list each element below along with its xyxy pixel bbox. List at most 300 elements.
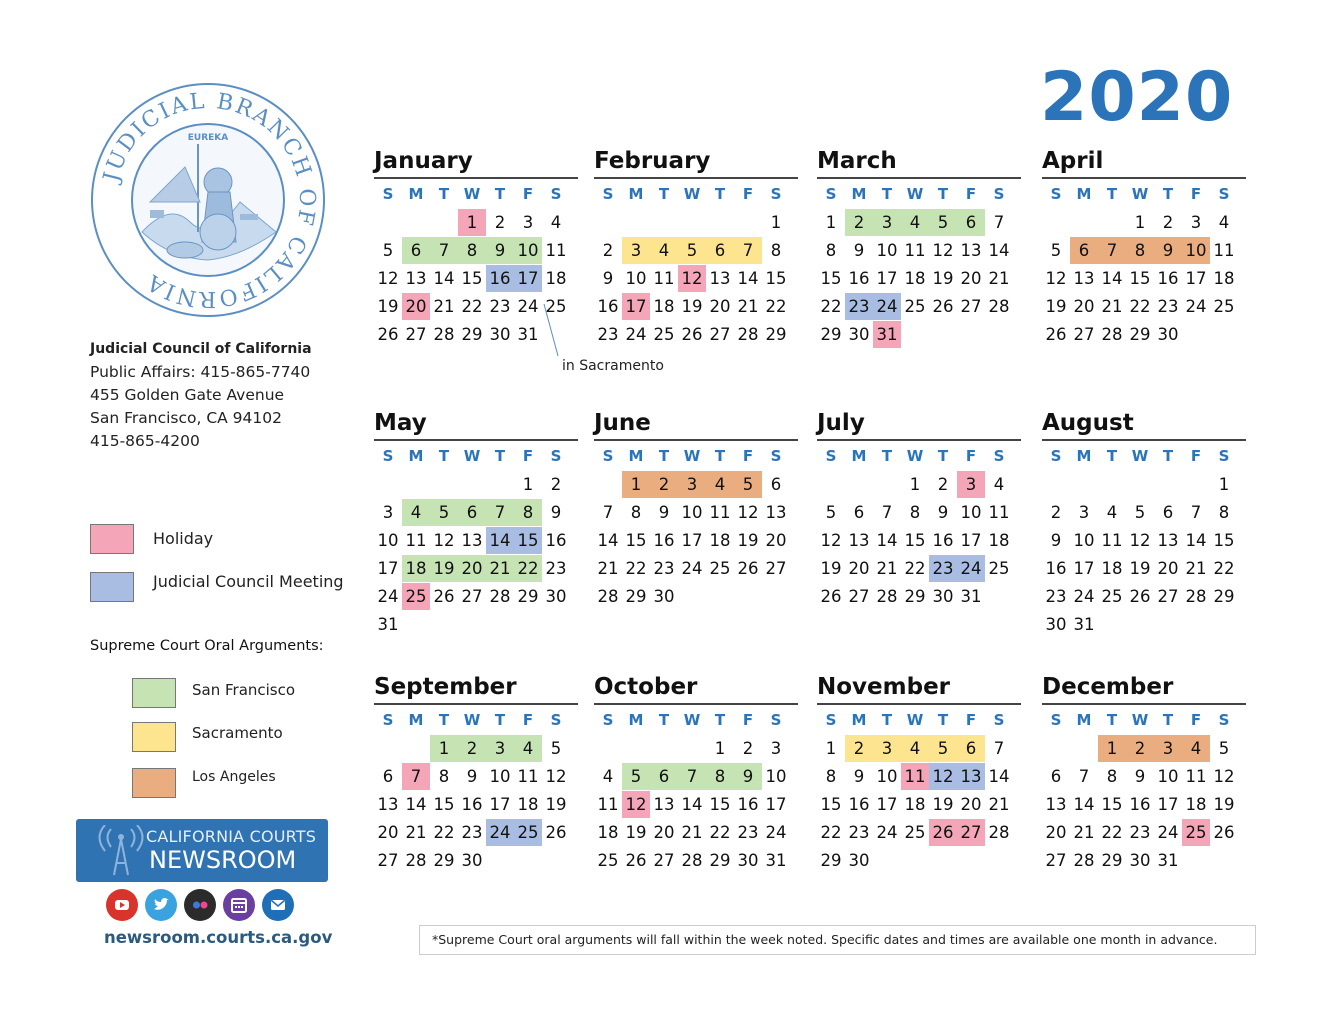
day-cell: 9 (494, 241, 506, 260)
legend-la-label: Los Angeles (192, 769, 276, 785)
day-cell: 30 (545, 587, 567, 606)
month-name: October (594, 674, 698, 700)
day-cell: 13 (709, 269, 731, 288)
day-cell: 12 (737, 503, 759, 522)
day-cell: 4 (993, 475, 1005, 494)
weekday-label: S (1218, 185, 1230, 203)
day-cell: 11 (517, 767, 539, 786)
day-cell: 25 (545, 297, 567, 316)
month-rule (817, 177, 1021, 179)
weekday-label: T (881, 185, 893, 203)
sacramento-callout-line (540, 300, 570, 360)
day-cell: 18 (653, 297, 675, 316)
day-cell: 16 (1157, 269, 1179, 288)
day-cell: 6 (965, 213, 977, 232)
day-cell: 21 (988, 795, 1010, 814)
day-cell: 10 (960, 503, 982, 522)
weekday-label: M (851, 447, 867, 465)
month-rule (374, 439, 578, 441)
day-cell: 18 (597, 823, 619, 842)
twitter-icon[interactable] (145, 889, 177, 921)
day-cell: 1 (1134, 213, 1146, 232)
weekday-label: W (906, 711, 924, 729)
day-cell: 8 (466, 241, 478, 260)
day-cell: 28 (433, 325, 455, 344)
day-cell: 26 (820, 587, 842, 606)
day-cell: 16 (653, 531, 675, 550)
day-cell: 17 (517, 269, 539, 288)
day-cell: 21 (597, 559, 619, 578)
day-cell: 24 (1073, 587, 1095, 606)
weekday-label: F (1190, 711, 1202, 729)
day-cell: 3 (1078, 503, 1090, 522)
day-cell: 1 (825, 213, 837, 232)
day-cell: 16 (597, 297, 619, 316)
day-cell: 13 (1157, 531, 1179, 550)
day-cell: 1 (770, 213, 782, 232)
day-cell: 26 (377, 325, 399, 344)
day-cell: 2 (1162, 213, 1174, 232)
day-cell: 23 (1129, 823, 1151, 842)
day-cell: 19 (820, 559, 842, 578)
address-line: 455 Golden Gate Avenue (90, 386, 285, 404)
day-cell: 19 (932, 269, 954, 288)
day-cell: 21 (737, 297, 759, 316)
weekday-label: W (1131, 711, 1149, 729)
newsroom-url[interactable]: newsroom.courts.ca.gov (104, 928, 333, 947)
day-cell: 4 (550, 213, 562, 232)
email-icon[interactable] (262, 889, 294, 921)
legend-holiday-label: Holiday (153, 529, 214, 548)
day-cell: 16 (1129, 795, 1151, 814)
day-cell: 6 (770, 475, 782, 494)
day-cell: 24 (681, 559, 703, 578)
month-rule (1042, 177, 1246, 179)
weekday-label: S (770, 711, 782, 729)
weekday-label: S (993, 447, 1005, 465)
day-cell: 17 (1157, 795, 1179, 814)
day-cell: 14 (876, 531, 898, 550)
day-cell: 8 (630, 503, 642, 522)
weekday-label: T (881, 711, 893, 729)
day-cell: 25 (988, 559, 1010, 578)
day-cell: 3 (630, 241, 642, 260)
day-cell: 17 (681, 531, 703, 550)
day-cell: 26 (625, 851, 647, 870)
day-cell: 13 (848, 531, 870, 550)
weekday-label: T (714, 185, 726, 203)
weekday-label: F (742, 447, 754, 465)
day-cell: 28 (737, 325, 759, 344)
contact-block (90, 338, 312, 453)
month-name: December (1042, 674, 1174, 700)
day-cell: 23 (597, 325, 619, 344)
month-name: July (817, 410, 865, 436)
day-cell: 7 (742, 241, 754, 260)
day-cell: 19 (1129, 559, 1151, 578)
day-cell: 22 (1129, 297, 1151, 316)
day-cell: 29 (461, 325, 483, 344)
day-cell: 30 (489, 325, 511, 344)
day-cell: 30 (653, 587, 675, 606)
day-cell: 19 (433, 559, 455, 578)
weekday-label: S (602, 185, 614, 203)
day-cell: 6 (965, 739, 977, 758)
day-cell: 1 (438, 739, 450, 758)
day-cell: 21 (876, 559, 898, 578)
judicial-branch-seal (90, 82, 326, 318)
day-cell: 27 (405, 325, 427, 344)
weekday-label: T (937, 185, 949, 203)
day-cell: 30 (737, 851, 759, 870)
weekday-label: F (522, 711, 534, 729)
day-cell: 26 (545, 823, 567, 842)
day-cell: 20 (1073, 297, 1095, 316)
day-cell: 10 (489, 767, 511, 786)
day-cell: 4 (602, 767, 614, 786)
day-cell: 2 (466, 739, 478, 758)
day-cell: 14 (1185, 531, 1207, 550)
day-cell: 4 (909, 739, 921, 758)
day-cell: 12 (377, 269, 399, 288)
weekday-label: S (602, 447, 614, 465)
weekday-label: W (906, 185, 924, 203)
weekday-label: S (550, 185, 562, 203)
day-cell: 24 (876, 823, 898, 842)
day-cell: 24 (1157, 823, 1179, 842)
day-cell: 14 (988, 767, 1010, 786)
day-cell: 30 (1129, 851, 1151, 870)
day-cell: 12 (681, 269, 703, 288)
day-cell: 22 (433, 823, 455, 842)
day-cell: 17 (765, 795, 787, 814)
day-cell: 28 (681, 851, 703, 870)
day-cell: 11 (1101, 531, 1123, 550)
weekday-label: T (714, 711, 726, 729)
day-cell: 23 (932, 559, 954, 578)
day-cell: 8 (1106, 767, 1118, 786)
day-cell: 5 (686, 241, 698, 260)
day-cell: 20 (653, 823, 675, 842)
day-cell: 18 (1213, 269, 1235, 288)
weekday-label: S (770, 185, 782, 203)
day-cell: 5 (382, 241, 394, 260)
day-cell: 2 (853, 213, 865, 232)
day-cell: 28 (1073, 851, 1095, 870)
day-cell: 22 (1213, 559, 1235, 578)
day-cell: 3 (1162, 739, 1174, 758)
day-cell: 12 (1213, 767, 1235, 786)
month-name: May (374, 410, 427, 436)
month-rule (374, 177, 578, 179)
day-cell: 1 (522, 475, 534, 494)
day-cell: 15 (1101, 795, 1123, 814)
month-name: March (817, 148, 897, 174)
day-cell: 10 (876, 767, 898, 786)
day-cell: 25 (1213, 297, 1235, 316)
day-cell: 28 (988, 297, 1010, 316)
day-cell: 23 (848, 823, 870, 842)
weekday-label: T (1162, 711, 1174, 729)
weekday-label: W (463, 711, 481, 729)
month-name: September (374, 674, 517, 700)
day-cell: 27 (960, 297, 982, 316)
day-cell: 7 (881, 503, 893, 522)
day-cell: 14 (737, 269, 759, 288)
day-cell: 11 (597, 795, 619, 814)
svg-text:EUREKA: EUREKA (187, 133, 229, 143)
weekday-label: T (658, 447, 670, 465)
day-cell: 20 (709, 297, 731, 316)
day-cell: 4 (909, 213, 921, 232)
weekday-label: S (602, 711, 614, 729)
day-cell: 28 (489, 587, 511, 606)
day-cell: 13 (960, 241, 982, 260)
day-cell: 12 (1045, 269, 1067, 288)
day-cell: 2 (853, 739, 865, 758)
day-cell: 16 (848, 269, 870, 288)
day-cell: 2 (1134, 739, 1146, 758)
day-cell: 5 (825, 503, 837, 522)
day-cell: 21 (681, 823, 703, 842)
day-cell: 1 (714, 739, 726, 758)
month-rule (1042, 439, 1246, 441)
day-cell: 24 (377, 587, 399, 606)
day-cell: 24 (876, 297, 898, 316)
day-cell: 25 (517, 823, 539, 842)
day-cell: 6 (853, 503, 865, 522)
day-cell: 9 (550, 503, 562, 522)
day-cell: 31 (377, 615, 399, 634)
day-cell: 3 (1190, 213, 1202, 232)
weekday-label: S (382, 711, 394, 729)
day-cell: 27 (765, 559, 787, 578)
day-cell: 7 (410, 767, 422, 786)
legend-la-swatch (132, 768, 176, 798)
day-cell: 25 (709, 559, 731, 578)
day-cell: 7 (602, 503, 614, 522)
public-affairs-line: Public Affairs: 415-865-7740 (90, 363, 311, 381)
day-cell: 7 (494, 503, 506, 522)
day-cell: 1 (909, 475, 921, 494)
day-cell: 14 (1073, 795, 1095, 814)
day-cell: 4 (1190, 739, 1202, 758)
day-cell: 9 (1162, 241, 1174, 260)
day-cell: 25 (597, 851, 619, 870)
day-cell: 19 (545, 795, 567, 814)
weekday-label: W (1131, 447, 1149, 465)
day-cell: 14 (681, 795, 703, 814)
day-cell: 13 (461, 531, 483, 550)
day-cell: 7 (993, 213, 1005, 232)
day-cell: 8 (522, 503, 534, 522)
day-cell: 18 (405, 559, 427, 578)
month-rule (1042, 703, 1246, 705)
day-cell: 5 (550, 739, 562, 758)
day-cell: 11 (904, 241, 926, 260)
day-cell: 20 (405, 297, 427, 316)
svg-text:JUDICIAL BRANCH OF CALIFORNIA: JUDICIAL BRANCH OF CALIFORNIA (99, 88, 320, 312)
day-cell: 29 (1213, 587, 1235, 606)
weekday-label: T (1162, 447, 1174, 465)
weekday-label: W (1131, 185, 1149, 203)
day-cell: 29 (1129, 325, 1151, 344)
weekday-label: M (408, 185, 424, 203)
day-cell: 10 (1157, 767, 1179, 786)
day-cell: 21 (988, 269, 1010, 288)
day-cell: 13 (765, 503, 787, 522)
day-cell: 22 (709, 823, 731, 842)
day-cell: 28 (988, 823, 1010, 842)
day-cell: 25 (1101, 587, 1123, 606)
day-cell: 3 (770, 739, 782, 758)
day-cell: 6 (658, 767, 670, 786)
day-cell: 1 (630, 475, 642, 494)
day-cell: 19 (1045, 297, 1067, 316)
weekday-label: W (683, 185, 701, 203)
day-cell: 11 (653, 269, 675, 288)
day-cell: 26 (1045, 325, 1067, 344)
day-cell: 29 (709, 851, 731, 870)
day-cell: 8 (1218, 503, 1230, 522)
calendar-icon[interactable] (223, 889, 255, 921)
day-cell: 6 (1050, 767, 1062, 786)
day-cell: 21 (1073, 823, 1095, 842)
day-cell: 11 (904, 767, 926, 786)
year-title: 2020 (1040, 58, 1234, 137)
day-cell: 23 (653, 559, 675, 578)
weekday-label: S (770, 447, 782, 465)
day-cell: 18 (545, 269, 567, 288)
day-cell: 16 (848, 795, 870, 814)
day-cell: 13 (377, 795, 399, 814)
weekday-label: F (522, 447, 534, 465)
weekday-label: S (1218, 447, 1230, 465)
day-cell: 24 (1185, 297, 1207, 316)
day-cell: 16 (489, 269, 511, 288)
weekday-label: S (825, 711, 837, 729)
flickr-icon[interactable] (184, 889, 216, 921)
weekday-label: F (742, 185, 754, 203)
day-cell: 29 (1101, 851, 1123, 870)
day-cell: 1 (466, 213, 478, 232)
day-cell: 1 (825, 739, 837, 758)
day-cell: 6 (1162, 503, 1174, 522)
day-cell: 11 (988, 503, 1010, 522)
day-cell: 25 (1185, 823, 1207, 842)
month-name: February (594, 148, 711, 174)
weekday-label: T (937, 711, 949, 729)
day-cell: 3 (881, 213, 893, 232)
weekday-label: M (628, 447, 644, 465)
day-cell: 5 (1050, 241, 1062, 260)
day-cell: 6 (1078, 241, 1090, 260)
day-cell: 7 (438, 241, 450, 260)
weekday-label: M (628, 185, 644, 203)
city-line: San Francisco, CA 94102 (90, 409, 282, 427)
day-cell: 17 (1185, 269, 1207, 288)
sacramento-annotation: in Sacramento (562, 358, 664, 374)
weekday-label: S (550, 711, 562, 729)
day-cell: 30 (848, 325, 870, 344)
weekday-label: M (628, 711, 644, 729)
day-cell: 9 (742, 767, 754, 786)
day-cell: 13 (1045, 795, 1067, 814)
day-cell: 6 (382, 767, 394, 786)
day-cell: 18 (1185, 795, 1207, 814)
weekday-label: T (1106, 185, 1118, 203)
day-cell: 2 (1050, 503, 1062, 522)
day-cell: 12 (545, 767, 567, 786)
day-cell: 10 (625, 269, 647, 288)
day-cell: 10 (765, 767, 787, 786)
day-cell: 18 (988, 531, 1010, 550)
weekday-label: T (438, 447, 450, 465)
day-cell: 27 (653, 851, 675, 870)
weekday-label: W (463, 447, 481, 465)
day-cell: 8 (825, 767, 837, 786)
weekday-label: M (1076, 185, 1092, 203)
day-cell: 11 (405, 531, 427, 550)
day-cell: 11 (1185, 767, 1207, 786)
newsroom-top-text: CALIFORNIA COURTS (146, 827, 317, 846)
day-cell: 11 (1213, 241, 1235, 260)
day-cell: 27 (960, 823, 982, 842)
day-cell: 10 (681, 503, 703, 522)
day-cell: 31 (517, 325, 539, 344)
newsroom-banner[interactable] (76, 819, 328, 882)
day-cell: 14 (988, 241, 1010, 260)
day-cell: 5 (1218, 739, 1230, 758)
org-name: Judicial Council of California (90, 341, 312, 357)
weekday-label: F (742, 711, 754, 729)
day-cell: 20 (960, 269, 982, 288)
newsroom-bottom-text: NEWSROOM (149, 846, 297, 874)
day-cell: 22 (820, 823, 842, 842)
day-cell: 18 (904, 795, 926, 814)
day-cell: 5 (1134, 503, 1146, 522)
day-cell: 18 (904, 269, 926, 288)
legend-holiday-swatch (90, 524, 134, 554)
day-cell: 15 (904, 531, 926, 550)
weekday-label: F (522, 185, 534, 203)
month-rule (817, 439, 1021, 441)
day-cell: 9 (466, 767, 478, 786)
day-cell: 9 (1134, 767, 1146, 786)
day-cell: 24 (960, 559, 982, 578)
weekday-label: S (825, 447, 837, 465)
youtube-icon[interactable] (106, 889, 138, 921)
day-cell: 13 (960, 767, 982, 786)
day-cell: 25 (904, 823, 926, 842)
legend-sac-swatch (132, 722, 176, 752)
day-cell: 26 (932, 297, 954, 316)
day-cell: 21 (1101, 297, 1123, 316)
day-cell: 8 (1134, 241, 1146, 260)
day-cell: 12 (625, 795, 647, 814)
weekday-label: T (438, 185, 450, 203)
day-cell: 20 (960, 795, 982, 814)
day-cell: 9 (1050, 531, 1062, 550)
day-cell: 14 (597, 531, 619, 550)
day-cell: 24 (625, 325, 647, 344)
day-cell: 26 (681, 325, 703, 344)
day-cell: 2 (550, 475, 562, 494)
month-rule (374, 703, 578, 705)
weekday-label: F (965, 711, 977, 729)
day-cell: 12 (932, 767, 954, 786)
weekday-label: W (683, 447, 701, 465)
